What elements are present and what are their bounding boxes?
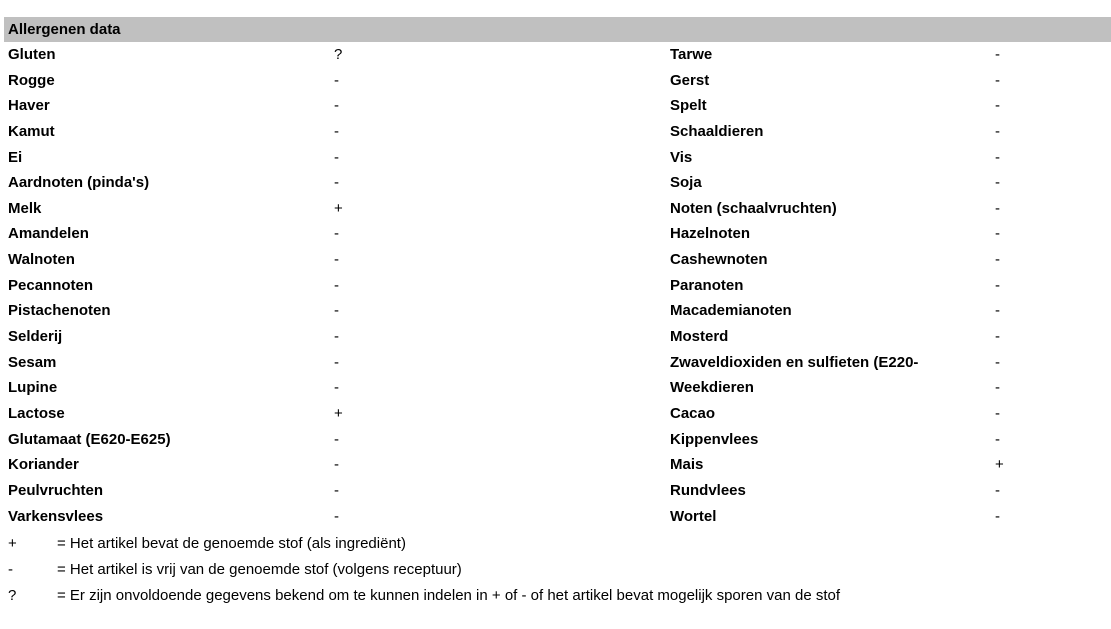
table-row [0,401,1111,427]
legend-row [0,583,1111,609]
legend-text: = Het artikel bevat de genoemde stof (als ingrediënt) [57,535,406,552]
allergen-value-right: - [995,199,1000,217]
allergen-name-right: Hazelnoten [670,225,751,243]
allergen-name-left: Selderij [8,328,63,346]
allergen-name-left: Amandelen [8,225,89,243]
allergen-name-left: Glutamaat (E620-E625) [8,430,171,448]
allergen-name-right: Weekdieren [670,379,754,397]
allergen-value-right: - [995,148,1000,166]
allergen-value-left: - [334,507,339,525]
allergen-name-left: Lupine [8,379,58,397]
allergen-name-left: Koriander [8,456,79,474]
allergen-value-right: - [995,276,1000,294]
table-row [0,42,1111,68]
allergen-name-right: Noten (schaalvruchten) [670,199,837,217]
allergen-value-right: - [995,481,1000,499]
allergen-value-right: - [995,507,1000,525]
table-row [0,504,1111,530]
allergen-value-right: - [995,122,1000,140]
allergen-name-right: Zwaveldioxiden en sulfieten (E220- [670,353,919,371]
allergen-name-left: Pecannoten [8,276,94,294]
table-row [0,119,1111,145]
allergen-name-left: Lactose [8,404,65,422]
allergen-value-left: - [334,71,339,89]
allergen-name-left: Pistachenoten [8,302,111,320]
allergen-value-right: - [995,97,1000,115]
allergen-value-right: - [995,251,1000,269]
allergen-value-left: - [334,251,339,269]
allergen-value-right: - [995,404,1000,422]
allergen-table [0,42,1111,529]
allergen-name-right: Mais [670,456,704,474]
allergen-name-left: Peulvruchten [8,481,104,499]
table-row [0,324,1111,350]
allergen-name-left: Varkensvlees [8,507,104,525]
allergen-name-right: Schaaldieren [670,122,764,140]
allergen-value-right: + [995,456,1004,474]
allergen-name-right: Wortel [670,507,717,525]
allergen-value-left: ? [334,46,343,63]
legend-text: = Het artikel is vrij van de genoemde stof (volgens receptuur) [57,561,462,578]
table-row [0,350,1111,376]
legend-symbol: ? [8,587,17,604]
allergen-name-right: Tarwe [670,46,713,63]
legend-symbol: + [8,535,17,552]
allergen-name-right: Cacao [670,404,716,422]
allergen-name-left: Haver [8,97,50,115]
allergen-name-right: Spelt [670,97,707,115]
allergen-name-left: Gluten [8,46,56,63]
allergen-value-left: + [334,404,343,422]
allergen-value-right: - [995,71,1000,89]
allergen-name-right: Cashewnoten [670,251,768,269]
allergen-value-right: - [995,328,1000,346]
allergen-name-right: Gerst [670,71,710,89]
legend-symbol: - [8,561,13,578]
allergen-value-left: - [334,174,339,192]
table-row [0,93,1111,119]
allergen-value-left: + [334,199,343,217]
allergen-name-left: Rogge [8,71,55,89]
allergen-name-left: Sesam [8,353,57,371]
legend-text: = Er zijn onvoldoende gegevens bekend om te kunnen indelen in + of - of het artikel bevat mogelijk sporen van de stof [57,587,841,604]
table-row [0,145,1111,171]
allergen-name-right: Soja [670,174,702,192]
allergen-value-left: - [334,481,339,499]
table-row [0,375,1111,401]
allergen-name-left: Aardnoten (pinda's) [8,174,150,192]
allergen-name-right: Paranoten [670,276,744,294]
allergen-value-left: - [334,97,339,115]
legend [0,531,1111,609]
allergen-value-right: - [995,430,1000,448]
table-row [0,427,1111,453]
allergen-name-right: Macademianoten [670,302,792,320]
allergen-value-left: - [334,353,339,371]
table-row [0,68,1111,94]
allergen-name-left: Melk [8,199,42,217]
allergen-value-right: - [995,302,1000,320]
table-row [0,478,1111,504]
legend-row [0,531,1111,557]
table-row [0,298,1111,324]
table-row [0,247,1111,273]
allergen-value-left: - [334,328,339,346]
table-row [0,452,1111,478]
allergen-value-left: - [334,430,339,448]
allergen-value-left: - [334,276,339,294]
allergen-name-right: Rundvlees [670,481,746,499]
allergen-value-left: - [334,148,339,166]
allergen-name-right: Mosterd [670,328,729,346]
allergen-name-left: Kamut [8,122,55,140]
allergen-name-left: Walnoten [8,251,75,269]
allergen-name-right: Kippenvlees [670,430,759,448]
table-row [0,221,1111,247]
allergen-value-right: - [995,353,1000,371]
allergen-value-right: - [995,379,1000,397]
table-row [0,170,1111,196]
allergen-name-left: Ei [8,148,23,166]
allergen-value-right: - [995,174,1000,192]
allergen-value-left: - [334,302,339,320]
allergen-value-left: - [334,122,339,140]
allergen-value-right: - [995,46,1000,63]
table-row [0,196,1111,222]
allergen-value-left: - [334,225,339,243]
allergen-value-left: - [334,456,339,474]
allergen-name-right: Vis [670,148,693,166]
legend-row [0,557,1111,583]
table-row [0,273,1111,299]
allergen-value-right: - [995,225,1000,243]
section-header-bar [4,17,1111,42]
allergen-value-left: - [334,379,339,397]
section-title: Allergenen data [8,21,121,38]
